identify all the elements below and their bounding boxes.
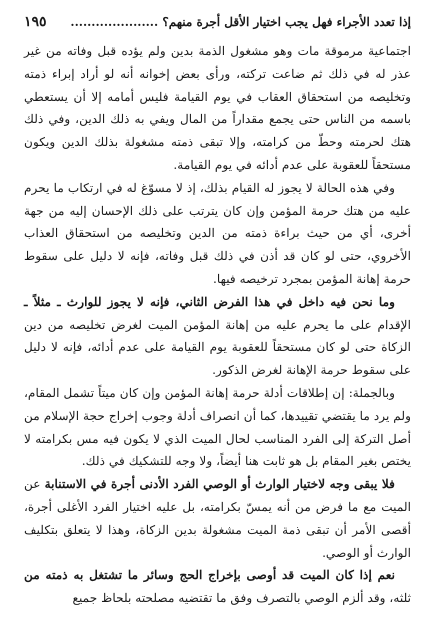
paragraph-5 bbox=[24, 473, 411, 564]
page-number: ١٩٥ bbox=[24, 14, 47, 30]
paragraph-6 bbox=[24, 564, 411, 610]
paragraph-6-text: ثلثه، وقد ألزم الوصي بالتصرف وفق ما تقتضيه مصلحته بلحاظ جميع bbox=[72, 591, 411, 606]
paragraph-5-lead: فلا يبقى وجه لاختيار الوارث أو الوصي الفرد الأدنى أجرة في الاستنابة bbox=[44, 477, 395, 492]
body-text bbox=[24, 40, 411, 610]
paragraph-4: وبالجملة: إن إطلاقات أدلة حرمة إهانة المؤمن وإن كان ميتاً تشمل المقام، ولم يرد ما يقتضي تقييدها، كما أن انصراف أدلة وجوب إخراج حجة الإسلام من أصل التركة إلى الفرد المناسب لحال الميت الذي لا يكون فيه مس بكرامته لا يختص بغير المقام بل هو ثابت هنا أيضاً، ولا وجه للتشكيك في ذلك. bbox=[24, 385, 411, 469]
paragraph-5-text: عن الميت مع ما فرض من أنه يمسّ بكرامته، بل عليه اختيار الفرد الأغلى أجرة، أقصى الأمر أن تبقى ذمة الميت مشغولة بدين الزكاة، وهذا لا يتعلق بتكليف الوارث أو الوصي. bbox=[24, 477, 411, 560]
paragraph-3-text: الإقدام على ما يحرم عليه من إهانة المؤمن الميت لغرض تخليصه من دين الزكاة حتى لو كان مستحقاً للعقوبة يوم القيامة على عدم أدائه، فإنه لا دليل على سقوط حرمة الإهانة لغرض الذكور. bbox=[24, 317, 411, 378]
paragraph-1: اجتماعية مرموقة مات وهو مشغول الذمة بدين ولم يؤده قبل وفاته من غير عذر له في ذلك ثم ضاعت تركته، ورأى بعض إخوانه أنه لو أراد إبراء ذمته وتخليصه من استحقاق العقاب في يوم القيامة فليس أمامه إلا أن يستعطي باسمه من الناس حتى يجمع مقداراً من المال ويفي به ذلك الدين، وفي ذلك هتك لحرمته وحطّ من كرامته، وإلا تبقى ذمته مشغولة بذلك الدين ويكون مستحقاً للعقوبة على عدم أدائه في يوم القيامة. bbox=[24, 44, 411, 172]
paragraph-3 bbox=[24, 291, 411, 382]
running-title: إذا تعدد الأجراء فهل يجب اختيار الأقل أجرة منهم؟ ..................... bbox=[70, 15, 411, 29]
paragraph-6-lead: نعم إذا كان الميت قد أوصى بإخراج الحج وسائر ما تشتغل به ذمته من bbox=[24, 568, 395, 583]
paragraph-3-lead: وما نحن فيه داخل في هذا الفرض الثاني، فإنه لا يجوز للوارث ـ مثلاً ـ bbox=[24, 294, 395, 309]
paragraph-2: وفي هذه الحالة لا يجوز له القيام بذلك، إذ لا مسوّغ له في ارتكاب ما يحرم عليه من هتك حرمة المؤمن وإن كان يترتب على ذلك الإحسان إليه من جهة أخرى، أي من حيث براءة ذمته من الدين وتخليصه من استحقاق العذاب الأخروي، حتى لو كان قد أذن في ذلك قبل وفاته، فإنه لا دليل على سقوط حرمة إهانة المؤمن بمجرد ترخيصه فيها. bbox=[24, 180, 411, 286]
page-header bbox=[24, 10, 411, 34]
